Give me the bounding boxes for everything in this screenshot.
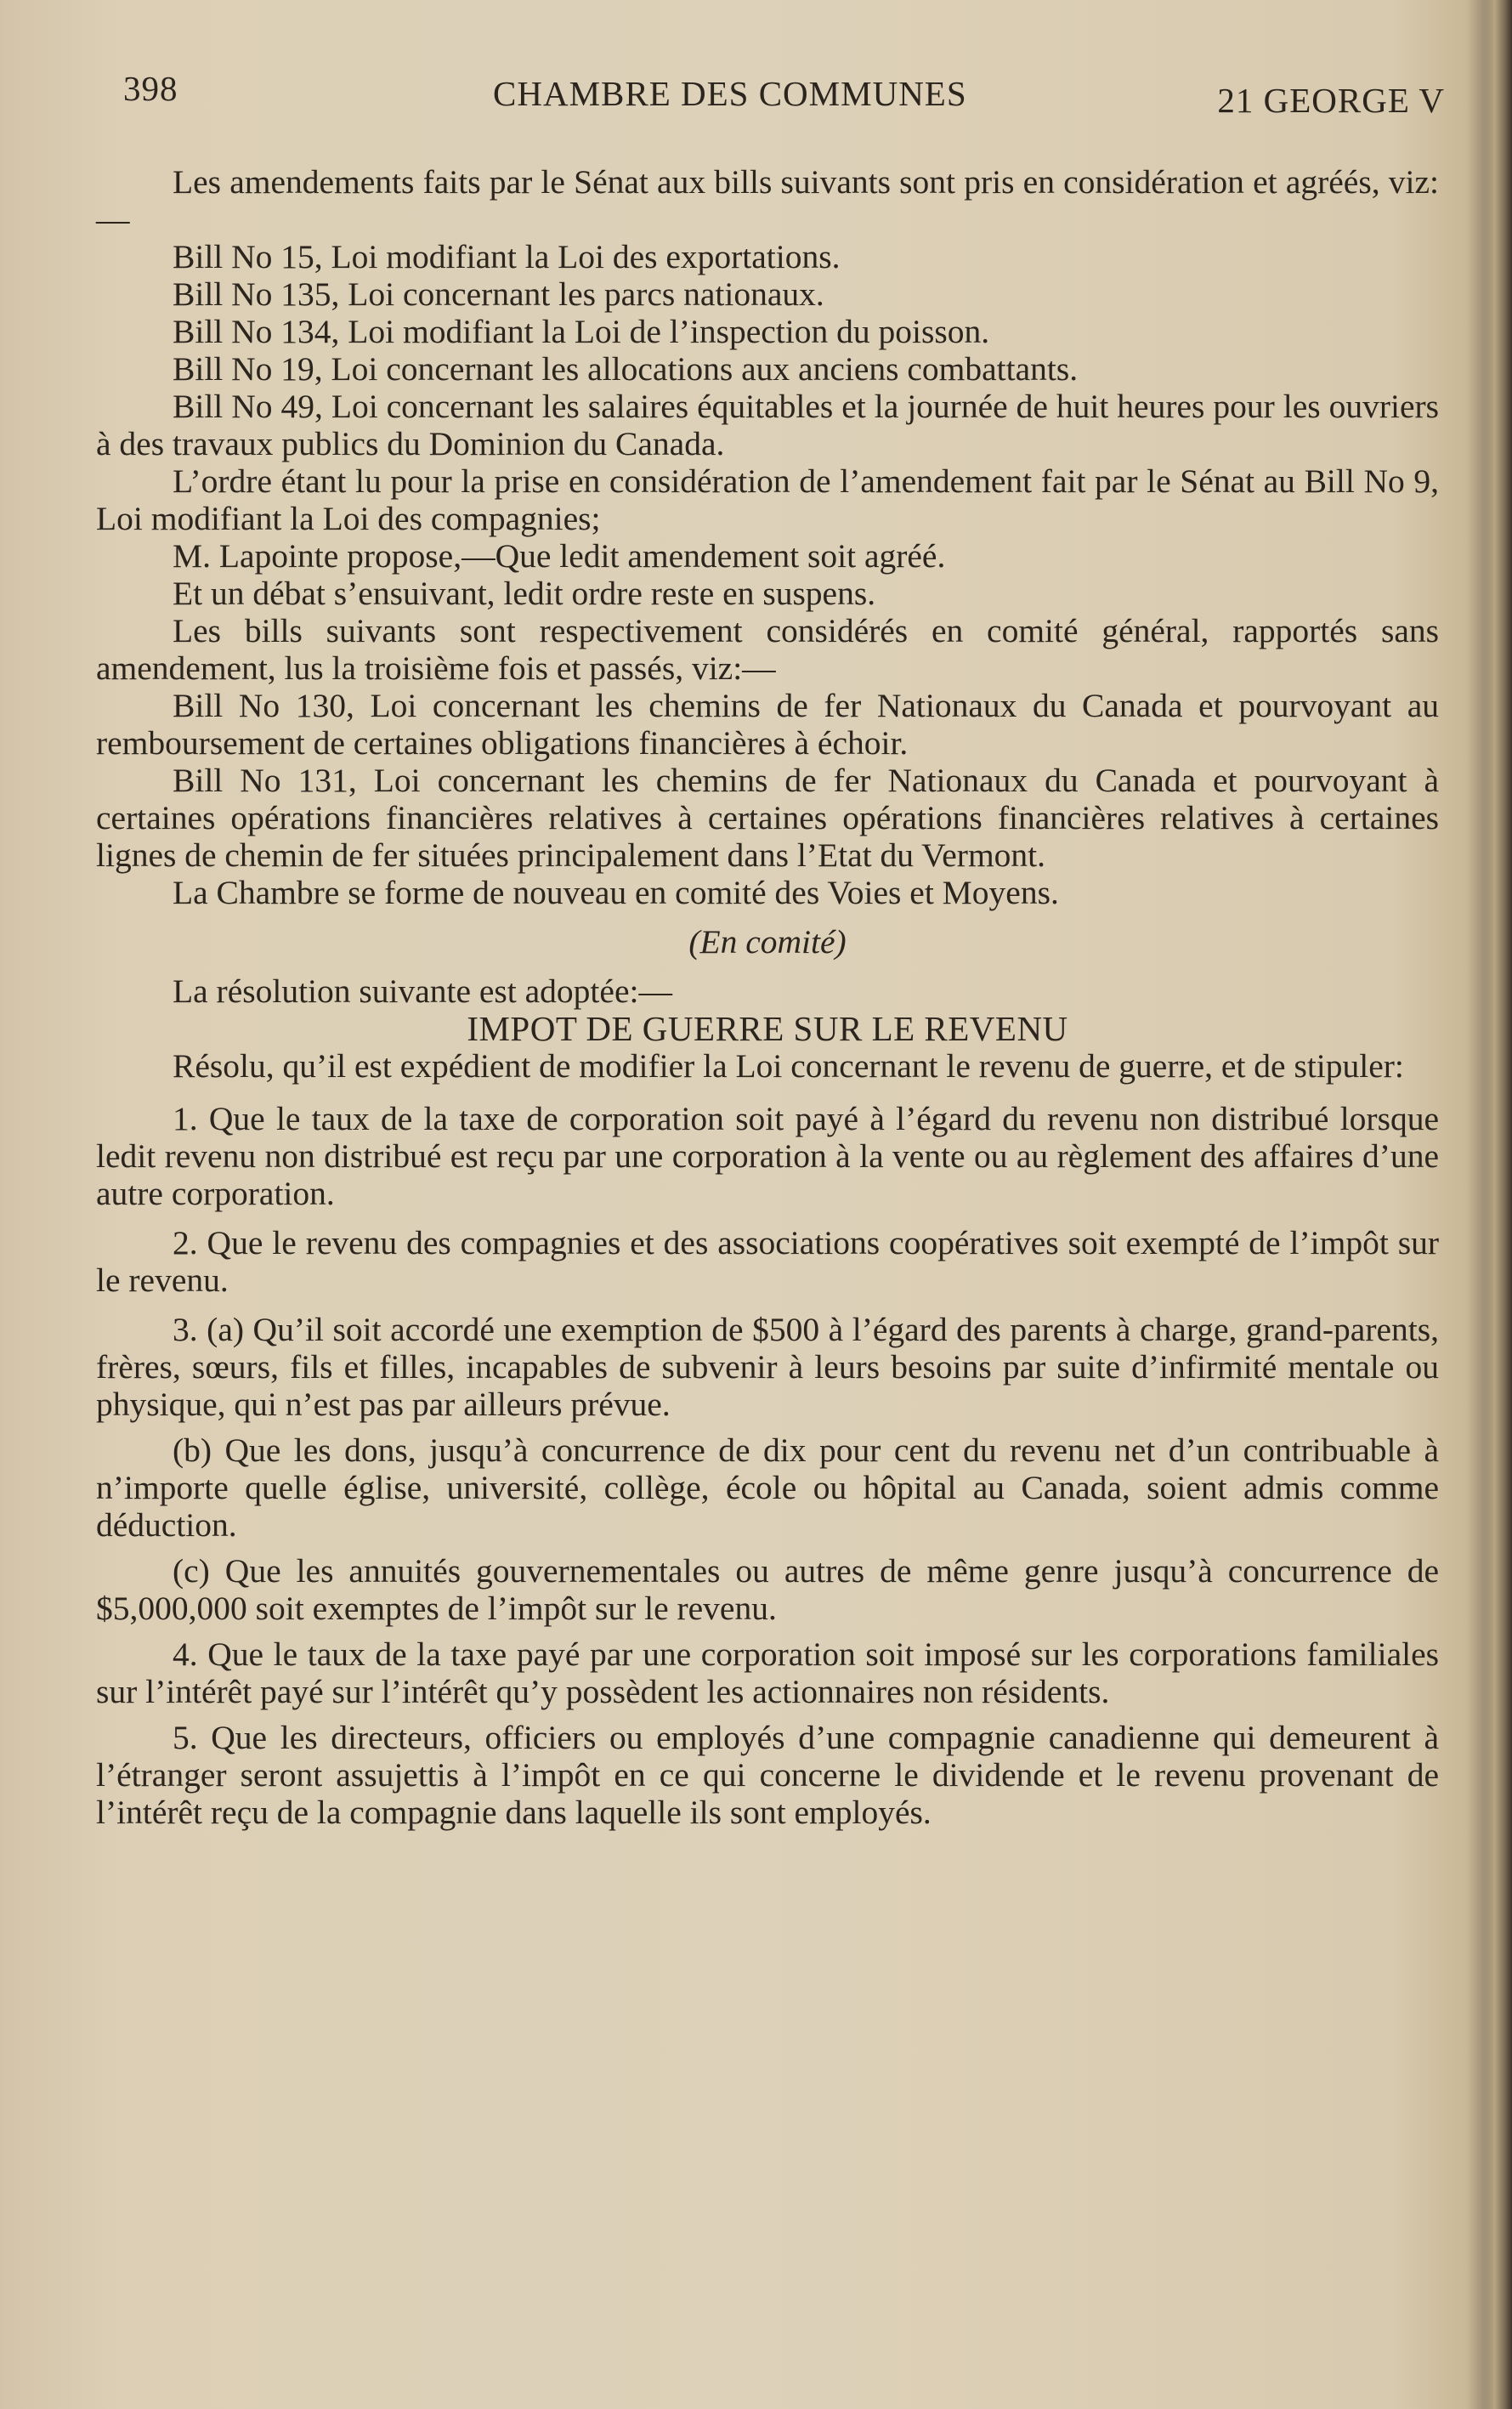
resolution-item: 4. Que le taux de la taxe payé par une corporation soit imposé sur les corporations familiales sur l’intérêt payé sur l’intérêt qu’y possèdent les actionnaires non résidents. [96, 1635, 1439, 1710]
resolution-item: 1. Que le taux de la taxe de corporation soit payé à l’égard du revenu non distribué lorsque ledit revenu non distribué est reçu par une corporation à la vente ou au règlement des affaires d’une autre corporation. [96, 1100, 1439, 1212]
page-number: 398 [123, 69, 178, 108]
running-title: CHAMBRE DES COMMUNES [493, 74, 967, 113]
motion-paragraph: M. Lapointe propose,—Que ledit amendement soit agréé. [173, 537, 946, 575]
bill-item: Bill No 19, Loi concernant les allocations aux anciens combattants. [173, 350, 1079, 388]
page-header [123, 68, 1445, 119]
resolution-adopted: La résolution suivante est adoptée:— [173, 972, 672, 1010]
committee-paragraph: La Chambre se forme de nouveau en comité des Voies et Moyens. [173, 874, 1059, 911]
resolution-intro: Résolu, qu’il est expédient de modifier la Loi concernant le revenu de guerre, et de stipuler: [173, 1047, 1404, 1085]
resolution-item: (b) Que les dons, jusqu’à concurrence de dix pour cent du revenu net d’un contribuable à n’importe quelle église, université, collège, école ou hôpital au Canada, soient admis comme déduction. [96, 1431, 1439, 1544]
page-edge [1483, 0, 1512, 2409]
resolution-item: (c) Que les annuités gouvernementales ou autres de même genre jusqu’à concurrence de $5,000,000 soit exemptes de l’impôt sur le revenu. [96, 1552, 1439, 1627]
page-body [96, 163, 1439, 1831]
in-committee-label: (En comité) [688, 923, 847, 961]
resolution-item: 2. Que le revenu des compagnies et des associations coopératives soit exempté de l’impôt sur le revenu. [96, 1224, 1439, 1299]
resolution-item: 3. (a) Qu’il soit accordé une exemption de $500 à l’égard des parents à charge, grand-parents, frères, sœurs, fils et filles, incapables de subvenir à leurs besoins par suite d’infirmité mentale ou physique, qui n’est pas par ailleurs prévue. [96, 1311, 1439, 1423]
bill-item: Bill No 134, Loi modifiant la Loi de l’inspection du poisson. [173, 313, 990, 350]
order-paragraph: L’ordre étant lu pour la prise en considération de l’amendement fait par le Sénat au Bill No 9, Loi modifiant la Loi des compagnies; [96, 462, 1439, 537]
reign-label: 21 GEORGE V [1217, 81, 1445, 120]
bill-130: Bill No 130, Loi concernant les chemins de fer Nationaux du Canada et pourvoyant au remboursement de certaines obligations financières à échoir. [96, 687, 1439, 762]
resolution-item: 5. Que les directeurs, officiers ou employés d’une compagnie canadienne qui demeurent à l’étranger seront assujettis à l’impôt en ce qui concerne le dividende et le revenu provenant de l’intérêt reçu de la compagnie dans laquelle ils sont employés. [96, 1719, 1439, 1831]
resolution-heading: IMPOT DE GUERRE SUR LE REVENU [467, 1009, 1068, 1048]
bill-item: Bill No 49, Loi concernant les salaires équitables et la journée de huit heures pour les ouvriers à des travaux publics du Dominion du Canada. [96, 388, 1439, 462]
bill-131: Bill No 131, Loi concernant les chemins de fer Nationaux du Canada et pourvoyant à certaines opérations financières relatives à certaines opérations financières relatives à certaines lignes de chemin de fer situées principalement dans l’Etat du Vermont. [96, 762, 1439, 874]
debate-paragraph: Et un débat s’ensuivant, ledit ordre reste en suspens. [173, 575, 876, 612]
bill-item: Bill No 135, Loi concernant les parcs nationaux. [173, 275, 824, 313]
senate-amendments-intro: Les amendements faits par le Sénat aux bills suivants sont pris en considération et agréés, viz:— [96, 163, 1439, 238]
bill-item: Bill No 15, Loi modifiant la Loi des exportations. [173, 238, 841, 275]
bills-passed-intro: Les bills suivants sont respectivement considérés en comité général, rapportés sans amendement, lus la troisième fois et passés, viz:— [96, 612, 1439, 687]
